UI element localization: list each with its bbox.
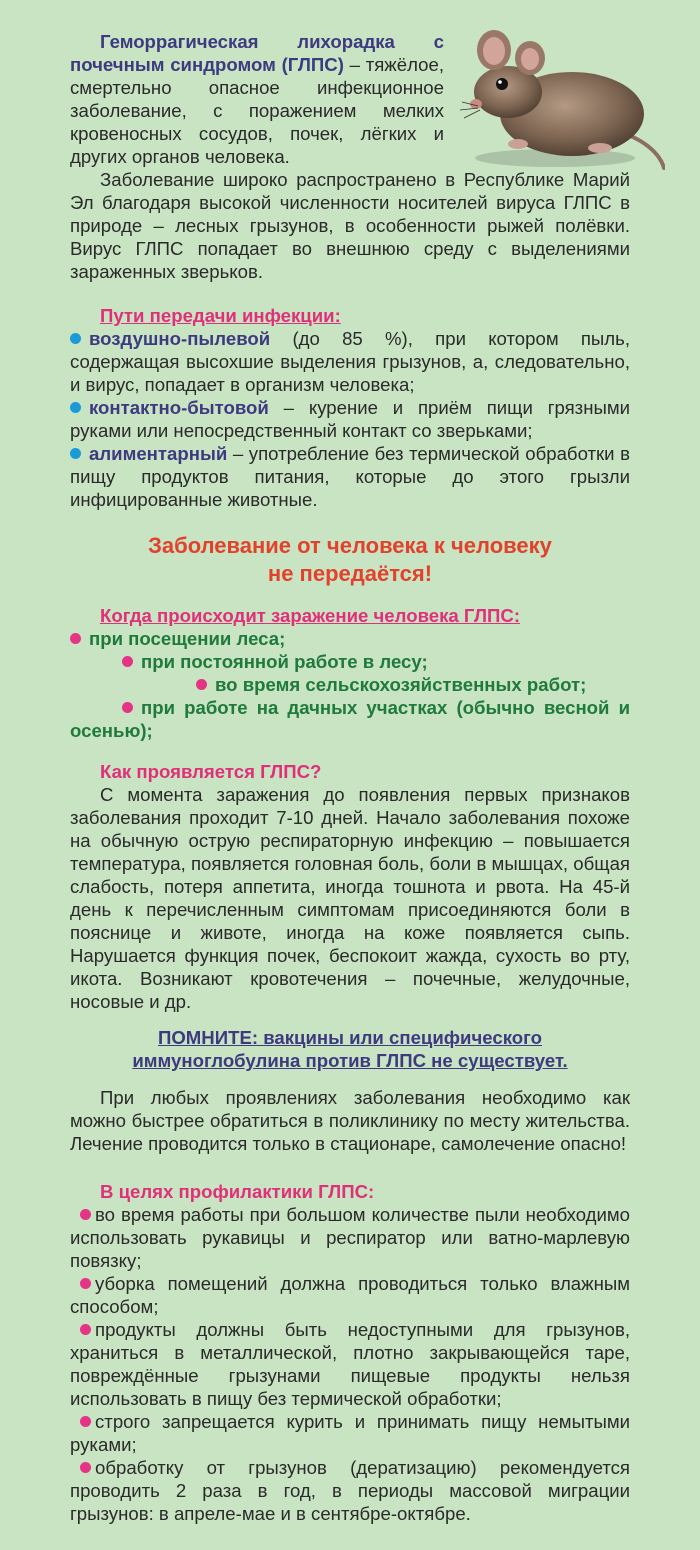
bullet-icon bbox=[70, 402, 81, 413]
prevention-item bbox=[70, 1203, 630, 1272]
prevention-item-text: строго запрещается курить и принимать пищу немытыми руками; bbox=[70, 1411, 630, 1455]
prevention-section bbox=[70, 1180, 630, 1525]
infection-item bbox=[70, 696, 630, 742]
infection-item-text: при посещении леса; bbox=[89, 628, 286, 649]
prevention-item bbox=[70, 1272, 630, 1318]
bullet-icon bbox=[122, 702, 133, 713]
warning-line-2: не передаётся! bbox=[267, 561, 433, 586]
prevention-item bbox=[70, 1456, 630, 1525]
notice-line-2: иммуноглобулина против ГЛПС не существует. bbox=[132, 1050, 568, 1071]
bullet-icon bbox=[80, 1416, 91, 1427]
transmission-term: воздушно-пылевой bbox=[89, 328, 271, 349]
vaccine-notice bbox=[70, 1026, 630, 1072]
no-person-transmission-warning bbox=[70, 532, 630, 588]
warning-line-1: Заболевание от человека к человеку bbox=[148, 533, 552, 558]
infection-heading: Когда происходит заражение человека ГЛПС: bbox=[100, 605, 521, 626]
bullet-icon bbox=[122, 656, 133, 667]
symptoms-text: С момента заражения до появления первых признаков заболевания проходит 7-10 дней. Начало заболевания похоже на обычную острую респираторную инфекцию – повышается температура, появляется головная боль, боли в мышцах, общая слабость, потеря аппетита, иногда тошнота и рвота. На 45-й день к перечисленным симптомам присоединяются боли в пояснице и животе, иногда на коже появляется сыпь. Нарушается функция почек, беспокоит жажда, сухость во рту, икота. Возникают кровотечения – почечные, желудочные, носовые и др. bbox=[70, 784, 630, 1012]
transmission-term: контактно-бытовой bbox=[89, 397, 269, 418]
bullet-icon bbox=[70, 448, 81, 459]
transmission-heading: Пути передачи инфекции: bbox=[100, 305, 341, 326]
infection-item-text: при постоянной работе в лесу; bbox=[141, 651, 428, 672]
transmission-text: – курение и приём пищи грязными руками или непосредственный контакт со зверьками; bbox=[70, 397, 630, 441]
bullet-icon bbox=[196, 679, 207, 690]
infection-item bbox=[70, 650, 630, 673]
intro-text: – тяжёлое, смертельно опасное инфекционное заболевание, с поражением мелких кровеносных сосудов, почек, лёгких и других органов человека. bbox=[70, 54, 444, 167]
intro-continuation bbox=[70, 168, 630, 283]
notice-line-1: ПОМНИТЕ: вакцины или специфического bbox=[157, 1027, 542, 1048]
prevention-item-text: обработку от грызунов (дератизацию) рекомендуется проводить 2 раза в год, в периоды массовой миграции грызунов: в апреле-мае и в сентябре-октябре. bbox=[70, 1457, 630, 1524]
bullet-icon bbox=[80, 1278, 91, 1289]
bullet-icon bbox=[70, 633, 81, 644]
mouse-image bbox=[460, 22, 665, 172]
intro-paragraph-2: Заболевание широко распространено в Республике Марий Эл благодаря высокой численности носителей вируса ГЛПС в природе – лесных грызунов, в особенности рыжей полёвки. Вирус ГЛПС попадает во внешнюю среду с выделениями зараженных зверьков. bbox=[70, 169, 630, 282]
prevention-item-text: уборка помещений должна проводиться только влажным способом; bbox=[70, 1273, 630, 1317]
infection-item-text: во время сельскохозяйственных работ; bbox=[215, 674, 587, 695]
prevention-item bbox=[70, 1318, 630, 1410]
intro-block bbox=[70, 30, 444, 168]
bullet-icon bbox=[70, 333, 81, 344]
bullet-icon bbox=[80, 1324, 91, 1335]
transmission-item bbox=[70, 327, 630, 396]
prevention-heading: В целях профилактики ГЛПС: bbox=[100, 1181, 375, 1202]
prevention-item-text: продукты должны быть недоступными для грызунов, храниться в металлической, плотно закрывающейся таре, повреждённые грызунами пищевые продукты нельзя использовать в пищу без термической обработки; bbox=[70, 1319, 630, 1409]
treatment-text: При любых проявлениях заболевания необходимо как можно быстрее обратиться в поликлинику по месту жительства. Лечение проводится только в стационаре, самолечение опасно! bbox=[70, 1087, 630, 1154]
symptoms-section bbox=[70, 760, 630, 1013]
transmission-text: – употребление без термической обработки в пищу продуктов питания, которые до этого грызли инфицированные животные. bbox=[70, 443, 630, 510]
intro-paragraph bbox=[70, 30, 444, 168]
transmission-section bbox=[70, 304, 630, 511]
transmission-term: алиментарный bbox=[89, 443, 228, 464]
infection-item bbox=[70, 673, 630, 696]
transmission-item bbox=[70, 442, 630, 511]
treatment-section bbox=[70, 1086, 630, 1155]
prevention-item-text: во время работы при большом количестве пыли необходимо использовать рукавицы и респиратор или ватно-марлевую повязку; bbox=[70, 1204, 630, 1271]
disease-title: Геморрагическая лихорадка с почечным синдромом (ГЛПС) bbox=[70, 31, 444, 75]
prevention-item bbox=[70, 1410, 630, 1456]
infection-item-text: при работе на дачных участках (обычно весной и осенью); bbox=[70, 697, 630, 741]
symptoms-heading: Как проявляется ГЛПС? bbox=[100, 761, 322, 782]
transmission-item bbox=[70, 396, 630, 442]
bullet-icon bbox=[80, 1462, 91, 1473]
bullet-icon bbox=[80, 1209, 91, 1220]
transmission-text: (до 85 %), при котором пыль, содержащая высохшие выделения грызунов, а, следовательно, и вирус, попадает в организм человека; bbox=[70, 328, 630, 395]
infection-item bbox=[70, 627, 630, 650]
infection-section bbox=[70, 604, 630, 742]
